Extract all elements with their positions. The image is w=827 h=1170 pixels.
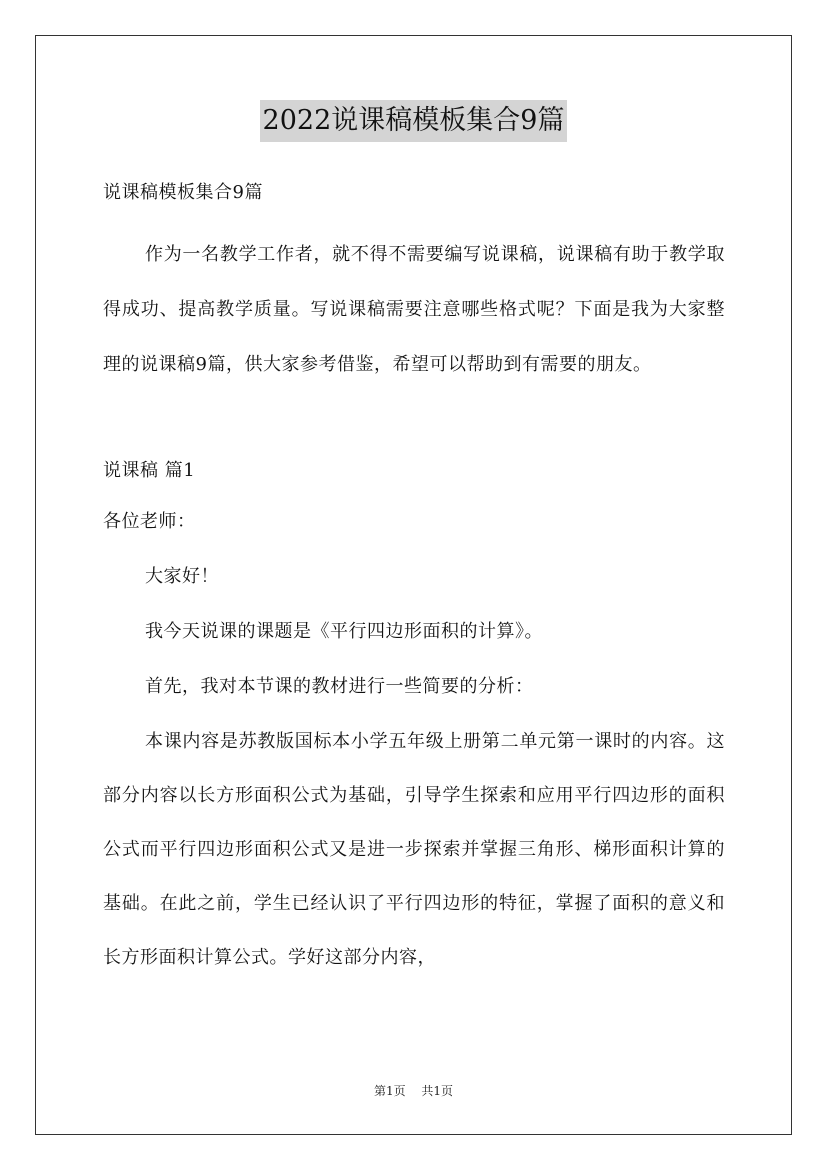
document-body — [103, 170, 725, 985]
hello-line: 大家好！ — [145, 566, 219, 587]
document-subtitle: 说课稿模板集合9篇 — [103, 182, 263, 203]
page-number: 第1页 — [373, 1084, 406, 1098]
section-heading: 说课稿 篇1 — [103, 460, 196, 481]
analysis-paragraph: 本课内容是苏教版国标本小学五年级上册第二单元第一课时的内容。这部分内容以长方形面积公式为基础，引导学生探索和应用平行四边形的面积公式而平行四边形面积公式又是进一步探索并掌握三角形、梯形面积计算的基础。在此之前，学生已经认识了平行四边形的特征，掌握了面积的意义和长方形面积计算公式。学好这部分内容， — [103, 731, 725, 968]
topic-line: 我今天说课的课题是《平行四边形面积的计算》。 — [145, 621, 543, 642]
document-title: 2022说课稿模板集合9篇 — [260, 100, 568, 142]
page-total: 共1页 — [421, 1084, 454, 1098]
title-container — [0, 100, 827, 142]
page-footer — [0, 1083, 827, 1099]
intro-paragraph: 作为一名教学工作者，就不得不需要编写说课稿，说课稿有助于教学取得成功、提高教学质量。写说课稿需要注意哪些格式呢？下面是我为大家整理的说课稿9篇，供大家参考借鉴，希望可以帮助到有需要的朋友。 — [103, 244, 725, 375]
greeting-line: 各位老师： — [103, 511, 196, 532]
first-line: 首先，我对本节课的教材进行一些简要的分析： — [145, 676, 534, 697]
